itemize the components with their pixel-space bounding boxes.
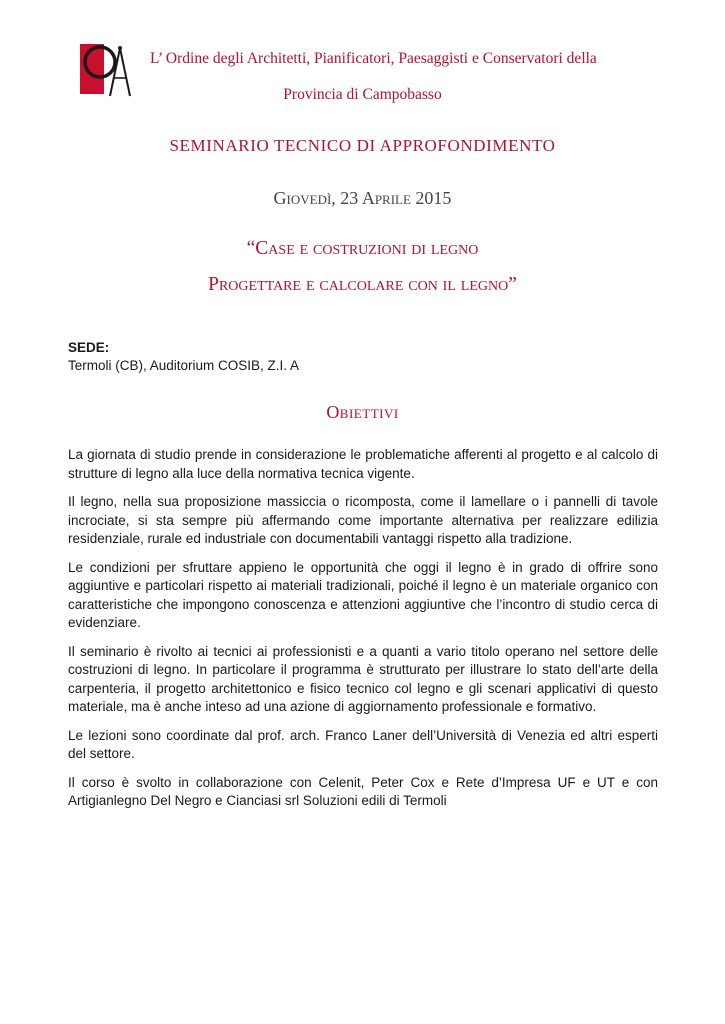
event-title: SEMINARIO TECNICO DI APPROFONDIMENTO <box>169 136 556 155</box>
org-name-line1: L’ Ordine degli Architetti, Pianificatori, Paesaggisti e Conservatori della <box>150 50 597 67</box>
paragraph: Il corso è svolto in collaborazione con Celenit, Peter Cox e Rete d’Impresa UF e UT e con Artigianlegno Del Negro e Cianciasi srl Soluzioni edili di Termoli <box>68 774 658 808</box>
event-topic-line1: “Case e costruzioni di legno <box>246 238 479 259</box>
org-name-line2: Provincia di Campobasso <box>283 86 442 103</box>
venue-value: Termoli (CB), Auditorium COSIB, Z.I. A <box>68 358 300 373</box>
event-date: Giovedì, 23 Aprile 2015 <box>273 188 452 208</box>
paragraph: Il legno, nella sua proposizione massiccia o ricomposta, come il lamellare o i pannelli di tavole incrociate, si sta sempre più affermando come importante alternativa per realizzare edilizia residenziale, rurale ed industriale con documentabili vantaggi rispetto alla tradizione. <box>68 494 658 546</box>
paragraph: Le condizioni per sfruttare appieno le opportunità che oggi il legno è in grado di offrire sono aggiuntive e particolari rispetto ai materiali tradizionali, poiché il legno è un materiale organico con caratteristiche che impongono conoscenza e attenzioni aggiuntive che l’incontro di studio cerca di evidenziare. <box>68 559 658 630</box>
paragraph: Il seminario è rivolto ai tecnici ai professionisti e a quanti a vario titolo operano nel settore delle costruzioni di legno. In particolare il programma è strutturato per illustrare lo stato dell’arte della carpenteria, il progetto architettonico e fisico tecnico col legno e gli scenari applicativi di questo materiale, ma è anche inteso ad una azione di aggiornamento professionale e formativo. <box>68 643 658 714</box>
objectives-body <box>68 446 658 821</box>
event-topic-line2: Progettare e calcolare con il legno” <box>208 274 517 295</box>
paragraph: La giornata di studio prende in considerazione le problematiche afferenti al progetto e al calcolo di strutture di legno alla luce della normativa tecnica vigente. <box>68 447 658 481</box>
paragraph: Le lezioni sono coordinate dal prof. arch. Franco Laner dell’Università di Venezia ed altri esperti del settore. <box>68 727 658 761</box>
venue-label: SEDE: <box>68 340 110 355</box>
objectives-heading: Obiettivi <box>326 402 399 422</box>
